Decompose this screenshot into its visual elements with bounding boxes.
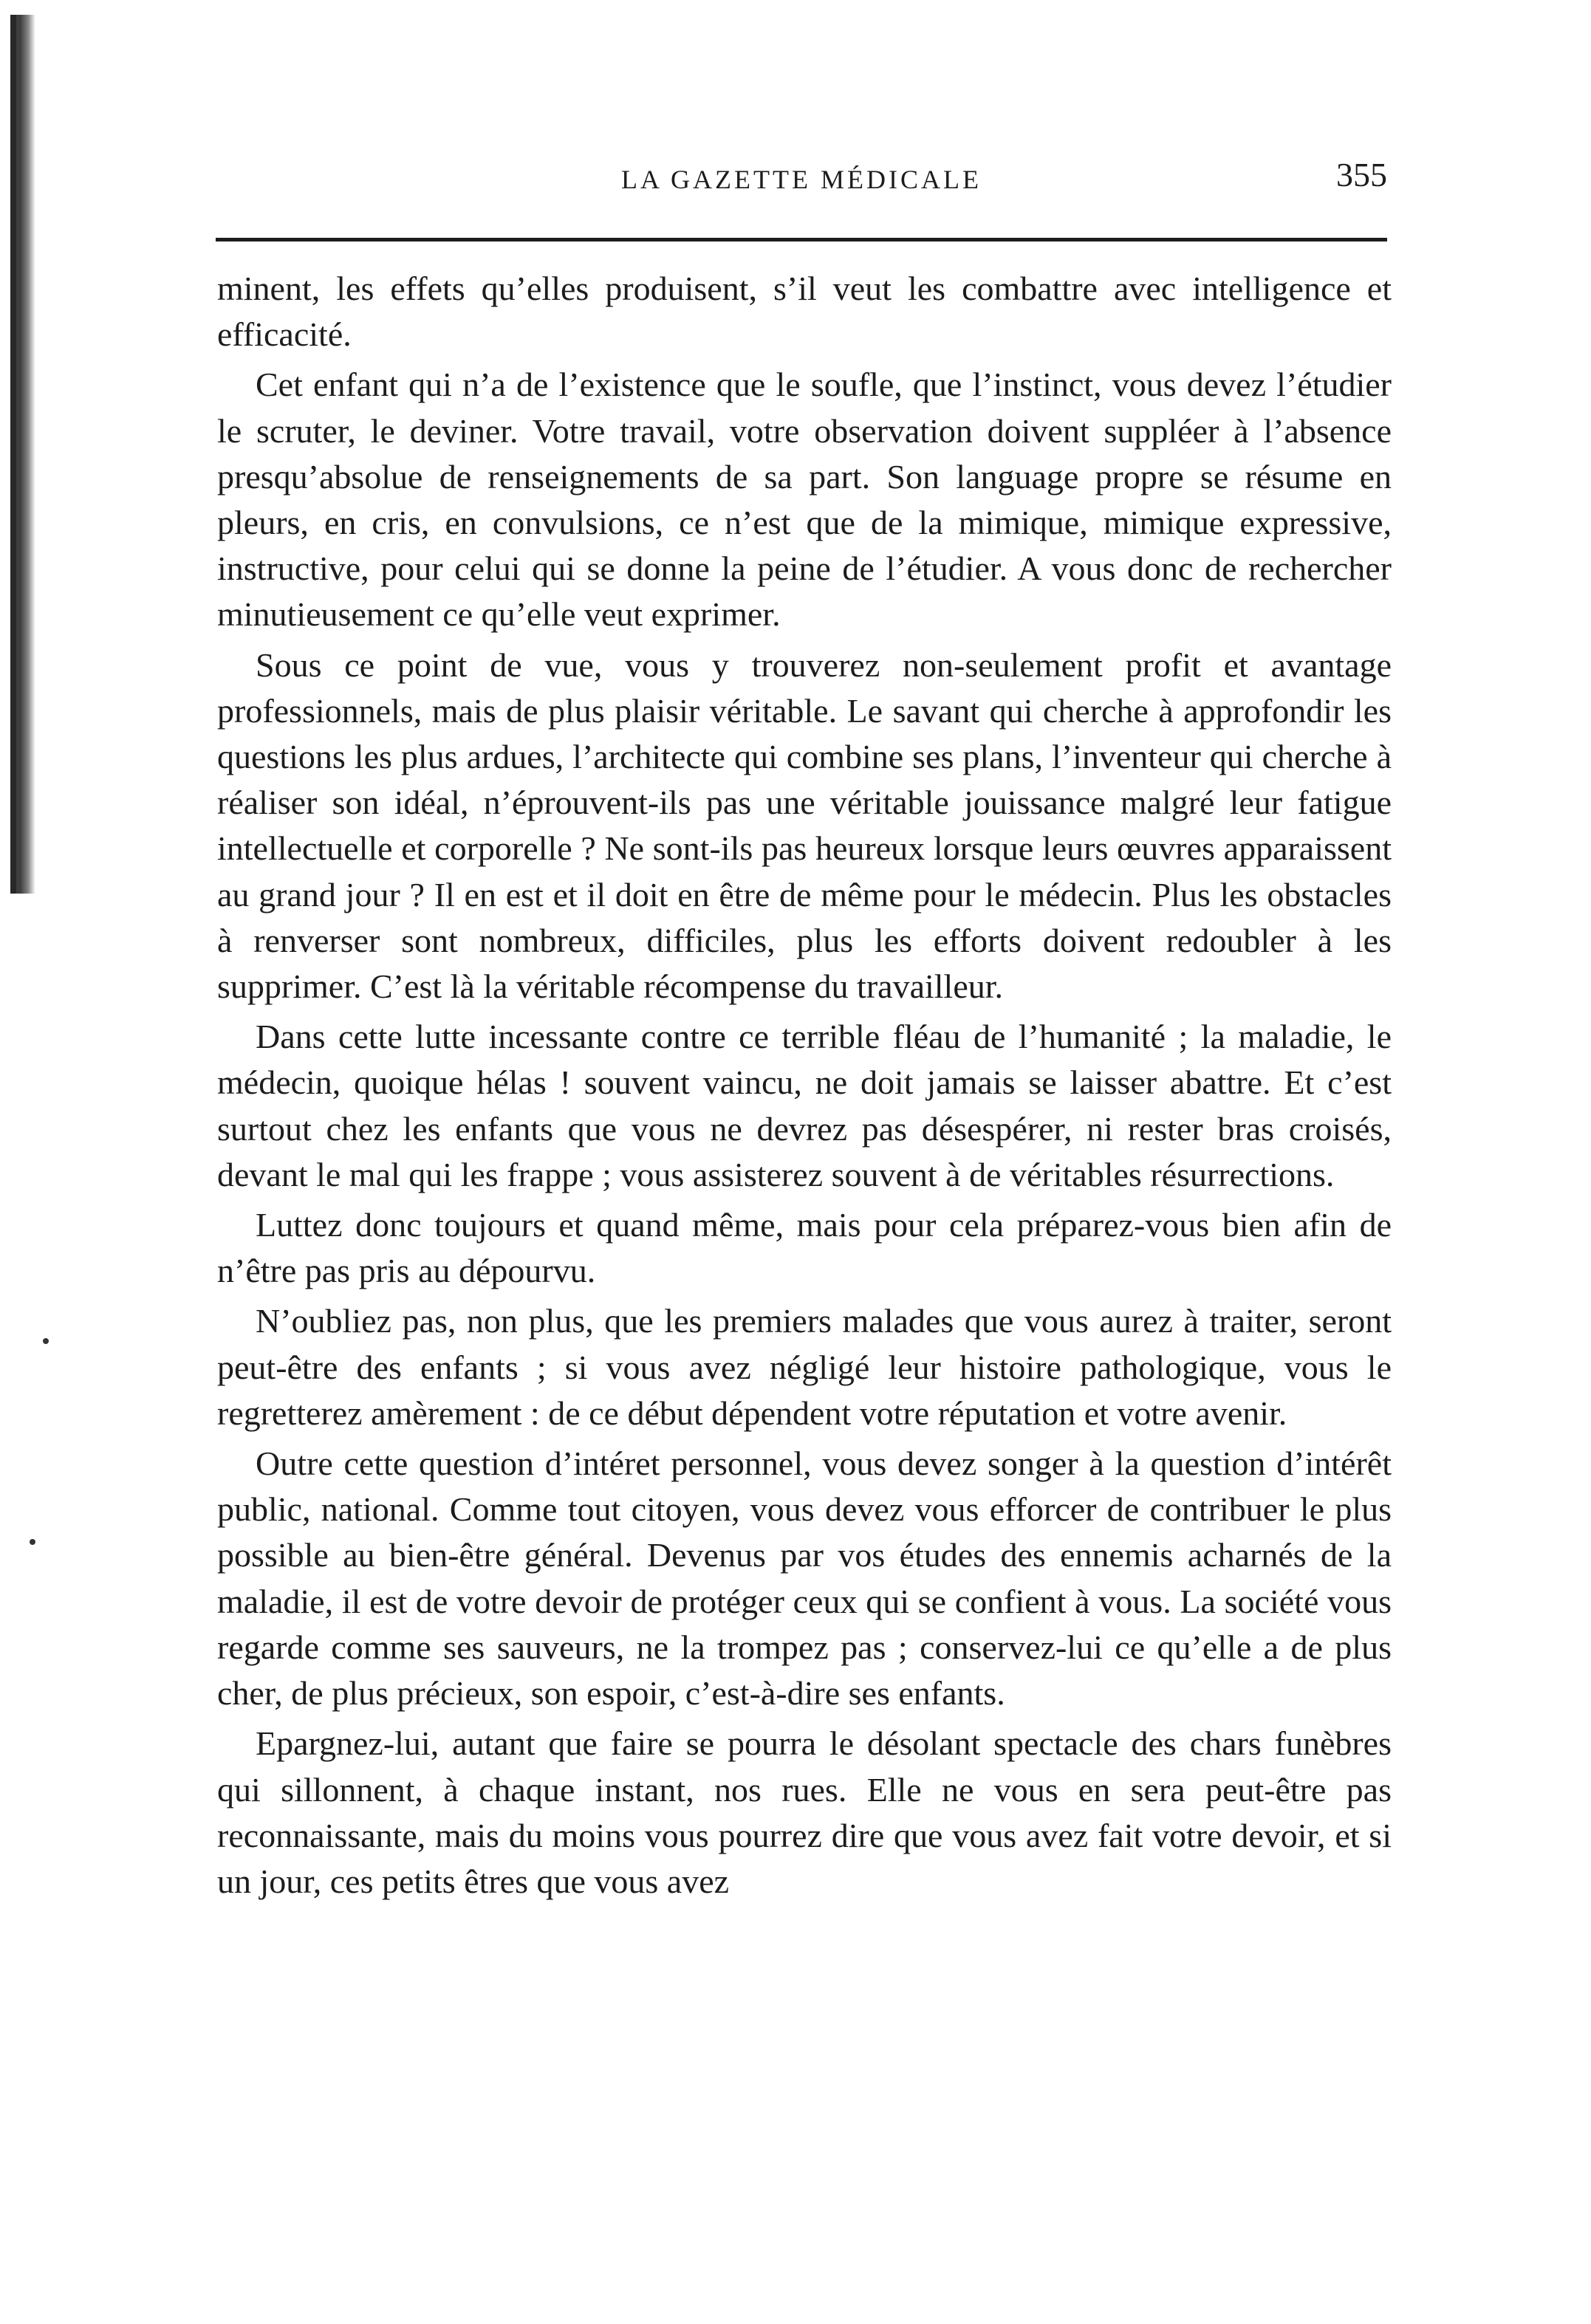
paragraph: minent, les effets qu’elles produisent, s’il veut les combattre avec intelligence et efficacité.	[217, 270, 1392, 354]
paragraph: Epargnez-lui, autant que faire se pourra le désolant spectacle des chars funèbres qui sillonnent, à chaque instant, nos rues. Elle ne vous en sera peut-être pas reconnaissante, mais du moins vous pourrez dire que vous avez fait votre devoir, et si un jour, ces petits êtres que vous avez	[217, 1724, 1392, 1900]
paragraph: Cet enfant qui n’a de l’existence que le soufle, que l’instinct, vous devez l’étudier le scruter, le deviner. Votre travail, votre observation doivent suppléer à l’absence presqu’absolue de renseignements de sa part. Son language propre se résume en pleurs, en cris, en convulsions, ce n’est que de la mimique, mimique expressive, instructive, pour celui qui se donne la peine de l’étudier. A vous donc de rechercher minutieusement ce qu’elle veut exprimer.	[217, 366, 1392, 634]
paragraph: Luttez donc toujours et quand même, mais pour cela préparez-vous bien afin de n’être pas pris au dépourvu.	[217, 1206, 1392, 1290]
paragraph: N’oubliez pas, non plus, que les premiers malades que vous aurez à traiter, seront peut-être des enfants ; si vous avez négligé leur histoire pathologique, vous le regretterez amèrement : de ce début dépendent votre réputation et votre avenir.	[217, 1302, 1392, 1432]
scan-speck	[30, 1539, 35, 1545]
header-rule	[216, 238, 1387, 241]
paragraph: Sous ce point de vue, vous y trouverez non-seulement profit et avantage professionnels, mais de plus plaisir véritable. Le savant qui cherche à approfondir les questions les plus ardues, l’architecte qui combine ses plans, l’inventeur qui cherche à réaliser son idéal, n’éprouvent-ils pas une véritable jouissance malgré leur fatigue intellectuelle et corporelle ? Ne sont-ils pas heureux lorsque leurs œuvres apparaissent au grand jour ? Il en est et il doit en être de même pour le médecin. Plus les obstacles à renverser sont nombreux, difficiles, plus les efforts doivent redoubler à les supprimer. C’est là la véritable récompense du travailleur.	[217, 645, 1392, 1006]
running-title: LA GAZETTE MÉDICALE	[621, 165, 982, 194]
page-number: 355	[1336, 156, 1387, 193]
paragraph: Dans cette lutte incessante contre ce terrible fléau de l’humanité ; la maladie, le médecin, quoique hélas ! souvent vaincu, ne doit jamais se laisser abattre. Et c’est surtout chez les enfants que vous ne devrez pas désespérer, ni rester bras croisés, devant le mal qui les frappe ; vous assisterez souvent à de véritables résurrections.	[217, 1018, 1392, 1193]
binding-edge	[10, 15, 35, 894]
scan-speck	[43, 1338, 49, 1344]
running-head	[216, 154, 1387, 201]
paragraph: Outre cette question d’intéret personnel, vous devez songer à la question d’intérêt public, national. Comme tout citoyen, vous devez vous efforcer de contribuer le plus possible au bien-être général. Devenus par vos études des ennemis acharnés de la maladie, il est de votre devoir de protéger ceux qui se confient à vous. La société vous regarde comme ses sauveurs, ne la trompez pas ; conservez-lui ce qu’elle a de plus cher, de plus précieux, son espoir, c’est-à-dire ses enfants.	[217, 1444, 1392, 1713]
body-text	[217, 266, 1392, 1905]
